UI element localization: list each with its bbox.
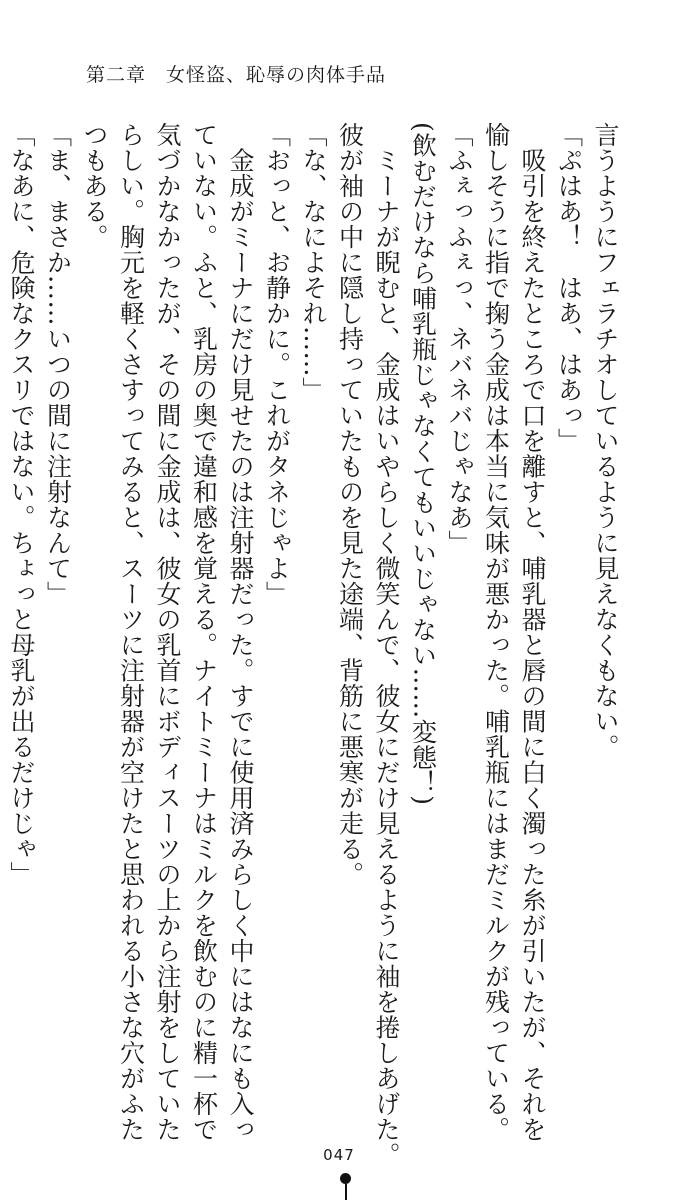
text-line: 愉しそうに指で掬う金成は本当に気味が悪かった。哺乳瓶にはまだミルクが残っている。 (481, 122, 511, 1142)
text-line: 気づかなかったが、その間に金成は、彼女の乳首にボディスーツの上から注射をしていた (153, 122, 182, 1142)
text-line: らしい。胸元を軽くさすってみると、スーツに注射器が空けたと思われる小さな穴がふた (116, 122, 146, 1142)
text-line: 「ま、まさか……いつの間に注射なんて」 (43, 122, 73, 607)
text-line: 彼が袖の中に隠し持っていたものを見た途端、背筋に悪寒が走る。 (335, 122, 365, 887)
text-line: 金成がミーナにだけ見せたのは注射器だった。すでに使用済みらしく中にはなにも入っ (226, 122, 255, 1142)
text-line: 「おっと、お静かに。これがタネじゃよ」 (262, 122, 292, 607)
text-line: (飲むだけなら哺乳瓶じゃなくてもいいじゃない……変態！) (408, 122, 438, 806)
page-marker-line (345, 1184, 347, 1200)
text-line: 吸引を終えたところで口を離すと、哺乳器と唇の間に白く濁った糸が引いたが、それを (518, 122, 547, 1142)
text-line: つもある。 (80, 122, 109, 250)
text-line: ミーナが睨むと、金成はいやらしく微笑んで、彼女にだけ見えるように袖を捲しあげた。 (372, 122, 401, 1168)
page-marker-dot (340, 1173, 351, 1184)
text-line: 「な、なによそれ……」 (299, 122, 328, 403)
text-line: 「なあに、危険なクスリではない。ちょっと母乳が出るだけじゃ」 (7, 122, 36, 887)
text-line: ていない。ふと、乳房の奥で違和感を覚える。ナイトミーナはミルクを飲むのに精一杯で (189, 122, 219, 1142)
text-line: 言うようにフェラチオしているように見えなくもない。 (591, 122, 620, 760)
text-line: 「ふぇっふぇっ、ネバネバじゃなあ」 (445, 122, 474, 556)
page-number: 047 (323, 1146, 355, 1164)
chapter-header: 第二章 女怪盗、恥辱の肉体手品 (86, 64, 387, 86)
text-line: 「ぷはあ！ はあ、はあっ」 (554, 122, 584, 454)
